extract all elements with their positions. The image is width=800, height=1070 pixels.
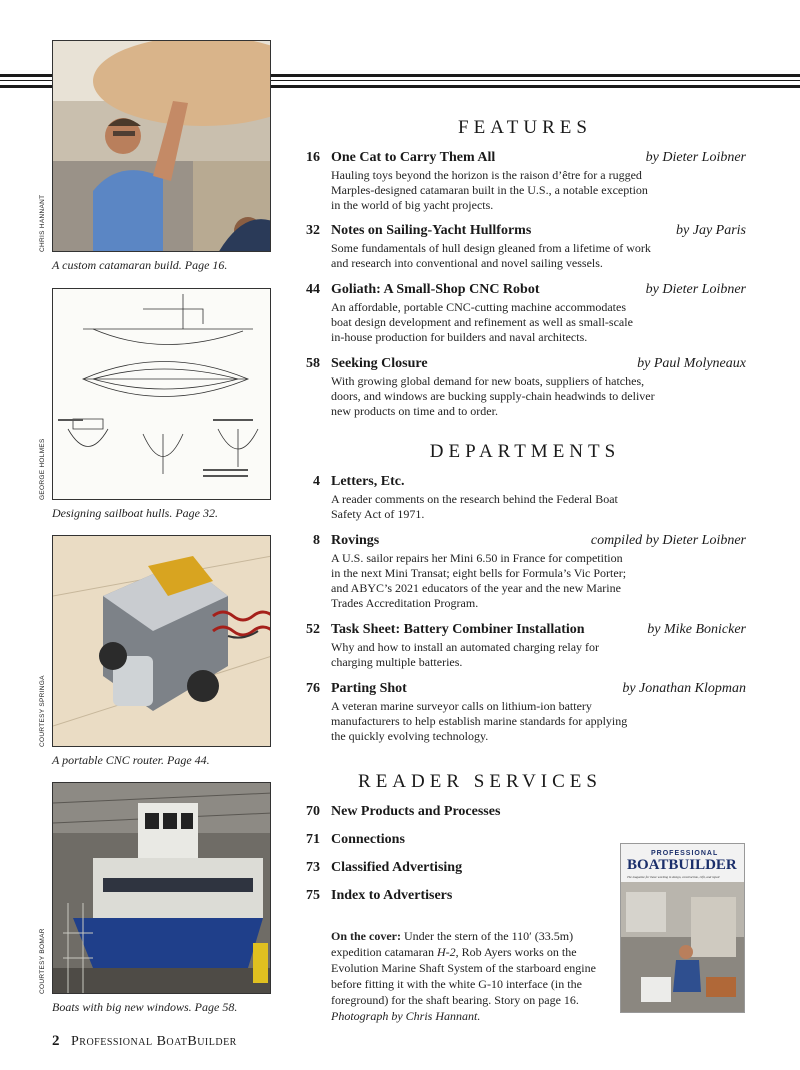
photo-credit: COURTESY BOMAR [39, 928, 46, 994]
magazine-cover-photo [621, 882, 745, 1012]
article-description: With growing global demand for new boats, suppliers of hatches, doors, and windows are bucking supply-chain headwinds to deliver new products on time and to order. [331, 374, 655, 418]
photo-caption: Boats with big new windows. Page 58. [52, 1000, 238, 1014]
page-number: 16 [306, 150, 320, 165]
photo-credit: GEORGE HOLMES [39, 438, 46, 500]
photo-credit: COURTESY SPRINGA [39, 675, 46, 747]
byline: by Mike Bonicker [647, 622, 746, 637]
cover-description: On the cover: Under the stern of the 110′ (33.5m) expedition catamaran H-2, Rob Ayers works on the Evolution Marine Shaft System of the starboard engine before fitting it with the white G-10 interface (in the foreground) for the shaft bearing. Story on page 16. Photograph by Chris Hannant. [331, 929, 596, 1023]
page-number: 8 [313, 533, 320, 548]
article-description: A U.S. sailor repairs her Mini 6.50 in France for competition in the next Mini Transat; eight bells for Formula’s Vic Porter; and ABYC’s 2021 educators of the year and the new Marine Trades Accreditation Program. [331, 551, 627, 610]
page-number: 4 [313, 474, 320, 489]
magazine-logo-top: PROFESSIONAL [651, 850, 719, 857]
service-title: Classified Advertising [331, 860, 463, 875]
article-title: Parting Shot [331, 681, 407, 696]
photo-caption: A custom catamaran build. Page 16. [52, 258, 228, 272]
article-description: Why and how to install an automated charging relay for charging multiple batteries. [331, 640, 600, 669]
article-description: A veteran marine surveyor calls on lithium-ion battery manufacturers to help establish marine standards for applying the quickly evolving technology. [331, 699, 628, 743]
article-description: Some fundamentals of hull design gleaned from a lifetime of work and research into conventional and novel sailing vessels. [331, 241, 651, 270]
byline: by Dieter Loibner [645, 150, 746, 165]
article-title: Goliath: A Small-Shop CNC Robot [331, 282, 540, 297]
page-number: 75 [306, 888, 320, 903]
service-title: Index to Advertisers [331, 888, 453, 903]
page-number: 32 [306, 223, 320, 238]
service-title: Connections [331, 832, 405, 847]
byline: by Dieter Loibner [645, 282, 746, 297]
byline: by Jonathan Klopman [622, 681, 746, 696]
magazine-cover-thumbnail[interactable] [620, 843, 745, 1013]
service-title: New Products and Processes [331, 804, 501, 819]
page-number: 73 [306, 860, 320, 875]
photo-caption: A portable CNC router. Page 44. [52, 753, 210, 767]
article-description: An affordable, portable CNC-cutting machine accommodates boat design development and refinement as well as small-scale in-house production for builders and naval architects. [331, 300, 633, 344]
cover-label: On the cover: [331, 929, 401, 943]
byline: by Jay Paris [676, 223, 746, 238]
article-title: One Cat to Carry Them All [331, 150, 496, 165]
departments-heading: DEPARTMENTS [429, 441, 621, 462]
article-title: Seeking Closure [331, 356, 428, 371]
byline: by Paul Molyneaux [637, 356, 746, 371]
photo-credit: CHRIS HANNANT [39, 194, 46, 252]
publication-name: Professional BoatBuilder [71, 1034, 237, 1049]
cover-photo-credit: Photograph by Chris Hannant. [331, 1009, 481, 1023]
page-footer [52, 1033, 237, 1050]
reader-services-heading: READER SERVICES [358, 771, 602, 792]
magazine-tagline: The magazine for those working in design, construction, refit, and repair [627, 875, 720, 879]
photo-cnc-router [52, 535, 271, 747]
page-number: 2 [52, 1033, 60, 1049]
page-number: 71 [306, 832, 320, 847]
vessel-name: H-2 [436, 945, 456, 959]
photo-boat-windows [52, 782, 271, 994]
page-number: 58 [306, 356, 320, 371]
page-number: 70 [306, 804, 320, 819]
page-number: 52 [306, 622, 320, 637]
article-description: Hauling toys beyond the horizon is the raison d’être for a rugged Marples-designed catamaran built in the U.S., a notable exception in the world of big yacht projects. [331, 168, 648, 212]
page-number: 76 [306, 681, 320, 696]
photo-caption: Designing sailboat hulls. Page 32. [52, 506, 218, 520]
article-description: A reader comments on the research behind the Federal Boat Safety Act of 1971. [331, 492, 618, 521]
photo-hull-drawings [52, 288, 271, 500]
magazine-logo: BOATBUILDER [627, 857, 737, 873]
article-title: Letters, Etc. [331, 474, 405, 489]
page-number: 44 [306, 282, 320, 297]
article-title: Rovings [331, 533, 380, 548]
article-title: Notes on Sailing-Yacht Hullforms [331, 223, 532, 238]
features-heading: FEATURES [458, 117, 592, 138]
photo-catamaran-build [52, 40, 271, 252]
byline: compiled by Dieter Loibner [590, 533, 746, 548]
article-title: Task Sheet: Battery Combiner Installation [331, 622, 585, 637]
